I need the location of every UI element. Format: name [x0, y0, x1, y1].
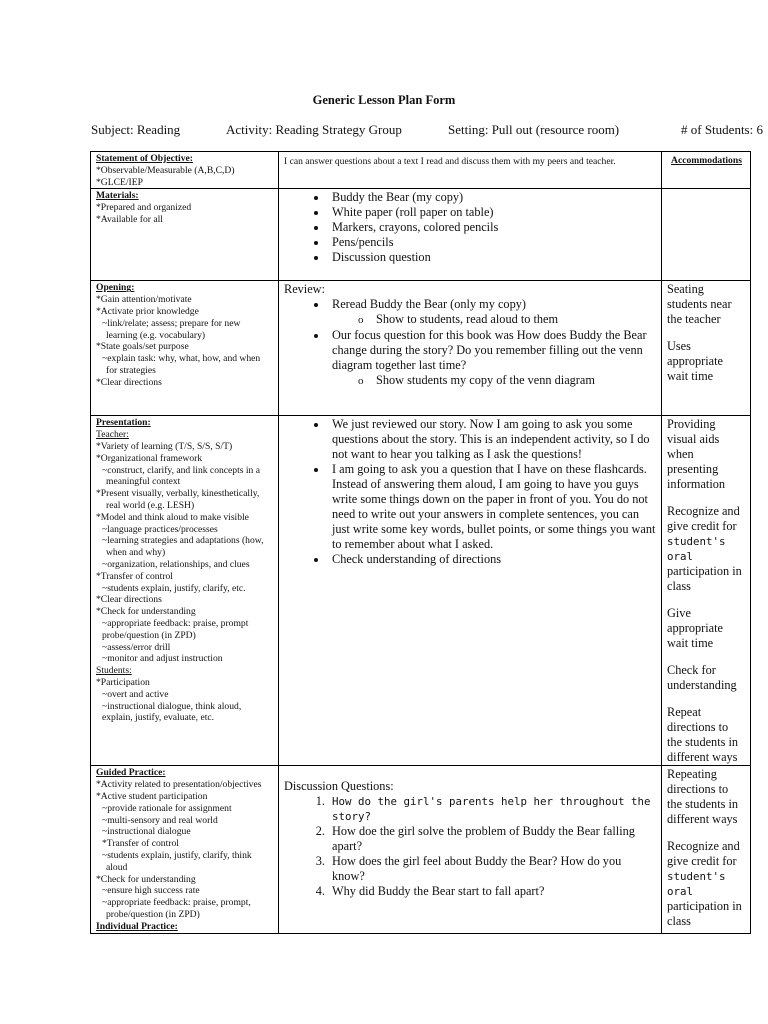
accommodation-item: Check for understanding	[667, 663, 737, 693]
form-title: Generic Lesson Plan Form	[312, 93, 456, 107]
accommodation-text: participation in class	[667, 899, 742, 929]
subject-field: Subject: Reading	[91, 122, 181, 137]
discussion-questions-list	[284, 794, 657, 899]
presentation-line: probe/question (in ZPD)	[102, 629, 196, 641]
presentation-line: real world (e.g. LESH)	[106, 499, 195, 511]
discussion-questions-label: Discussion Questions:	[284, 779, 394, 794]
guided-content-cell	[279, 766, 662, 933]
presentation-line: ~organization, relationships, and clues	[102, 558, 250, 570]
sub-list	[332, 373, 657, 389]
list-item: • Pens/pencils	[328, 235, 657, 250]
guided-heading: Guided Practice:	[96, 767, 166, 779]
accommodation-item: Providing visual aids when presenting information	[667, 417, 726, 492]
presentation-line: *Participation	[96, 676, 150, 688]
materials-line: *Available for all	[96, 213, 163, 225]
list-item: 3. How does the girl feel about Buddy the Bear? How do you know?	[328, 854, 657, 884]
list-item: • We just reviewed our story. Now I am going to ask you some questions about the story. This is an independent activity, so I do not want to hear you talking as I ask the questions!	[328, 417, 657, 462]
accommodation-text: participation in class	[667, 564, 742, 594]
opening-line: *Gain attention/motivate	[96, 294, 192, 306]
guided-accommodations-cell	[662, 766, 751, 933]
materials-content-cell	[279, 189, 662, 281]
opening-line: *Clear directions	[96, 376, 162, 388]
list-item: • White paper (roll paper on table)	[328, 205, 657, 220]
presentation-line: *Organizational framework	[96, 452, 203, 464]
sub-list	[332, 312, 657, 328]
presentation-line: *Present visually, verbally, kinesthetically,	[96, 488, 260, 500]
presentation-line: ~monitor and adjust instruction	[102, 653, 223, 665]
presentation-line: *Check for understanding	[96, 606, 196, 618]
presentation-line: *Model and think aloud to make visible	[96, 511, 249, 523]
accommodation-item: Give appropriate wait time	[667, 606, 723, 651]
presentation-line: meaningful context	[106, 476, 181, 488]
presentation-line: ~construct, clarify, and link concepts in a	[102, 464, 261, 476]
presentation-line: ~overt and active	[102, 688, 169, 700]
objective-line: *Observable/Measurable (A,B,C,D)	[96, 164, 235, 176]
accommodations-header-cell	[662, 152, 751, 189]
presentation-line: when and why)	[106, 547, 166, 559]
materials-line: *Prepared and organized	[96, 202, 192, 214]
guided-line: ~instructional dialogue	[102, 826, 191, 838]
list-item-text: How do the girl's parents help her throughout the story?	[332, 795, 651, 824]
accommodations-heading: Accommodations	[671, 155, 742, 166]
accommodation-item: Seating students near the teacher	[667, 282, 732, 327]
list-item	[328, 328, 657, 389]
review-label: Review:	[284, 282, 325, 297]
list-item	[328, 297, 657, 328]
accommodation-item: Uses appropriate wait time	[667, 339, 723, 384]
guided-line: *Transfer of control	[102, 838, 179, 850]
guided-line: ~appropriate feedback: praise, prompt,	[102, 897, 251, 909]
setting-field: Setting: Pull out (resource room)	[448, 122, 620, 137]
opening-line: ~link/relate; assess; prepare for new	[102, 317, 241, 329]
list-item-text: Our focus question for this book was How does Buddy the Bear change during the story? Do you remember filling out the venn diagram together last time?	[332, 328, 647, 373]
accommodation-text: Recognize and give credit for	[667, 839, 740, 869]
presentation-line: ~learning strategies and adaptations (how,	[102, 535, 264, 547]
list-item: 2. How doe the girl solve the problem of Buddy the Bear falling apart?	[328, 824, 657, 854]
materials-accommodations-cell	[662, 189, 751, 281]
guided-line: *Check for understanding	[96, 873, 196, 885]
students-count-field: # of Students: 6	[681, 122, 763, 137]
list-item: • Discussion question	[328, 250, 657, 265]
opening-line: learning (e.g. vocabulary)	[106, 329, 206, 341]
presentation-heading: Presentation:	[96, 417, 151, 429]
guided-line: *Activity related to presentation/objectives	[96, 779, 262, 791]
objective-heading: Statement of Objective:	[96, 153, 193, 164]
list-item: o Show students my copy of the venn diagram	[374, 373, 657, 389]
objective-text: I can answer questions about a text I read and discuss them with my peers and teacher.	[284, 156, 616, 167]
accommodation-text: student's oral	[667, 870, 726, 899]
list-item: 4. Why did Buddy the Bear start to fall apart?	[328, 884, 657, 899]
list-item: • Markers, crayons, colored pencils	[328, 220, 657, 235]
list-item-text: Reread Buddy the Bear (only my copy)	[332, 297, 526, 312]
list-item: • I am going to ask you a question that I have on these flashcards. Instead of answering them aloud, I am going to have you guys write some things down on the paper in front of you. You do not need to write out your answers in complete sentences, you can just write some key words, bullet points, or some things you want to remember about what I asked.	[328, 462, 657, 552]
presentation-content-cell	[279, 416, 662, 766]
opening-line: *Activate prior knowledge	[96, 305, 199, 317]
guided-line: ~multi-sensory and real world	[102, 814, 218, 826]
teacher-label: Teacher:	[96, 429, 129, 441]
materials-heading: Materials:	[96, 190, 139, 202]
objective-row	[91, 152, 751, 189]
individual-practice-heading: Individual Practice:	[96, 920, 178, 932]
accommodation-item	[667, 504, 746, 594]
guided-line: *Active student participation	[96, 790, 208, 802]
guided-line: ~provide rationale for assignment	[102, 802, 232, 814]
presentation-label-cell	[91, 416, 279, 766]
accommodation-text: student's oral	[667, 535, 726, 564]
materials-label-cell	[91, 189, 279, 281]
materials-list	[284, 190, 657, 265]
guided-line: probe/question (in ZPD)	[106, 908, 200, 920]
opening-line: ~explain task: why, what, how, and when	[102, 353, 261, 365]
accommodation-item: Repeating directions to the students in different ways	[667, 767, 739, 827]
students-label: Students:	[96, 665, 132, 677]
presentation-list	[284, 417, 657, 567]
opening-label-cell	[91, 281, 279, 416]
guided-line: ~ensure high success rate	[102, 885, 200, 897]
guided-practice-row	[91, 766, 751, 933]
objective-content-cell	[279, 152, 662, 189]
list-item: • Check understanding of directions	[328, 552, 657, 567]
presentation-line: *Variety of learning (T/S, S/S, S/T)	[96, 440, 233, 452]
list-item: o Show to students, read aloud to them	[374, 312, 657, 328]
opening-line: *State goals/set purpose	[96, 341, 189, 353]
objective-line: *GLCE/IEP	[96, 176, 143, 188]
opening-row	[91, 281, 751, 416]
guided-line: ~students explain, justify, clarify, think	[102, 849, 252, 861]
opening-heading: Opening:	[96, 282, 135, 294]
list-item	[328, 794, 657, 824]
accommodation-item	[667, 839, 746, 929]
opening-accommodations-cell	[662, 281, 751, 416]
accommodation-item: Repeat directions to the students in different ways	[667, 705, 739, 765]
presentation-accommodations-cell	[662, 416, 751, 766]
presentation-line: ~students explain, justify, clarify, etc.	[102, 582, 246, 594]
accommodation-text: Recognize and give credit for	[667, 504, 740, 534]
materials-row	[91, 189, 751, 281]
lesson-plan-table	[90, 151, 751, 934]
guided-label-cell	[91, 766, 279, 933]
list-item: • Buddy the Bear (my copy)	[328, 190, 657, 205]
presentation-line: *Clear directions	[96, 594, 162, 606]
activity-field: Activity: Reading Strategy Group	[226, 122, 402, 137]
presentation-line: ~instructional dialogue, think aloud,	[102, 700, 242, 712]
objective-label-cell	[91, 152, 279, 189]
presentation-row	[91, 416, 751, 766]
opening-content-cell	[279, 281, 662, 416]
presentation-line: explain, justify, evaluate, etc.	[102, 712, 215, 724]
presentation-line: ~language practices/processes	[102, 523, 218, 535]
opening-line: for strategies	[106, 364, 156, 376]
opening-list	[284, 297, 657, 389]
presentation-line: ~assess/error drill	[102, 641, 171, 653]
presentation-line: ~appropriate feedback: praise, prompt	[102, 617, 249, 629]
guided-line: aloud	[106, 861, 128, 873]
presentation-line: *Transfer of control	[96, 570, 173, 582]
